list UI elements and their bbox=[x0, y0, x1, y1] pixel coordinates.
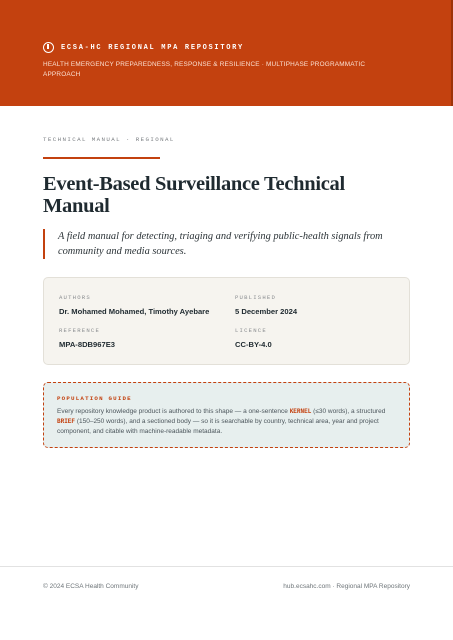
population-guide bbox=[43, 382, 410, 448]
metadata-card bbox=[43, 277, 410, 365]
kernel-keyword: KERNEL bbox=[289, 408, 312, 415]
guide-text-part: Every repository knowledge product is authored to this shape — a one-sentence bbox=[57, 408, 290, 415]
accent-rule bbox=[43, 157, 160, 159]
banner-subtitle: HEALTH EMERGENCY PREPAREDNESS, RESPONSE & RESILIENCE · MULTIPHASE PROGRAMMATIC APPROACH bbox=[43, 61, 366, 78]
power-icon bbox=[43, 42, 54, 53]
guide-text-part: (150–250 words), and a sectioned body — so it is searchable by country, technical area, year and project component, and citable with machine-readable metadata. bbox=[57, 418, 379, 436]
meta-authors-value: Dr. Mohamed Mohamed, Timothy Ayebare bbox=[59, 307, 210, 316]
brand-title: ECSA-HC REGIONAL MPA REPOSITORY bbox=[61, 43, 244, 52]
document-kicker: TECHNICAL MANUAL · REGIONAL bbox=[43, 136, 175, 143]
meta-published-value: 5 December 2024 bbox=[235, 307, 298, 316]
footer-divider bbox=[0, 566, 453, 567]
guide-text-part: (≤30 words), a structured bbox=[311, 408, 386, 415]
meta-authors-label: AUTHORS bbox=[59, 294, 91, 301]
meta-reference-label: REFERENCE bbox=[59, 327, 101, 334]
meta-authors bbox=[59, 294, 209, 316]
meta-published-label: PUBLISHED bbox=[235, 294, 277, 301]
header-banner bbox=[0, 0, 453, 106]
footer-site-link[interactable]: hub.ecsahc.com · Regional MPA Repository bbox=[283, 583, 410, 590]
meta-reference bbox=[59, 327, 115, 349]
page-title: Event-Based Surveillance Technical Manual bbox=[43, 173, 345, 217]
footer-copyright: © 2024 ECSA Health Community bbox=[43, 583, 139, 590]
brand bbox=[43, 42, 244, 53]
lead-summary: A field manual for detecting, triaging and verifying public-health signals from community and media sources. bbox=[43, 229, 403, 259]
meta-reference-value: MPA-8DB967E3 bbox=[59, 340, 115, 349]
meta-licence-label: LICENCE bbox=[235, 327, 267, 334]
brief-keyword: BRIEF bbox=[57, 418, 76, 426]
meta-licence-value: CC-BY-4.0 bbox=[235, 340, 272, 349]
meta-published bbox=[235, 294, 297, 316]
meta-licence bbox=[235, 327, 272, 349]
guide-title: POPULATION GUIDE bbox=[57, 395, 132, 402]
guide-text bbox=[57, 407, 397, 438]
